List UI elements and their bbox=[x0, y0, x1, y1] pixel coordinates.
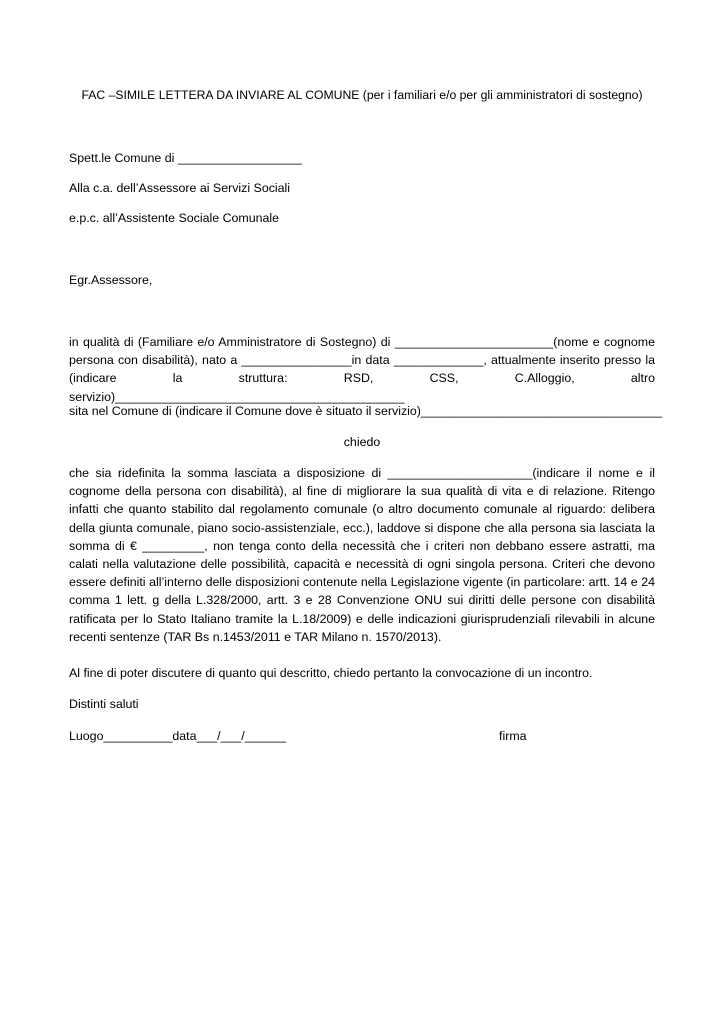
request-heading: chiedo bbox=[343, 435, 381, 449]
address-attention: Alla c.a. dell’Assessore ai Servizi Sociali bbox=[69, 181, 291, 195]
signature-label: firma bbox=[499, 729, 527, 743]
paragraph-location: sita nel Comune di (indicare il Comune dove è situato il servizio)___________________________________ bbox=[69, 404, 663, 418]
address-copy: e.p.c. all’Assistente Sociale Comunale bbox=[69, 211, 280, 225]
paragraph-identity: in qualità di (Familiare e/o Amministratore di Sostegno) di _______________________(nome e cognome persona con disabilità), nato a ________________in data _____________, attualmente inserito presso la (indicare la struttura: RSD, CSS, C.Alloggio, altro servizio)__________________________________________ bbox=[69, 335, 655, 404]
paragraph-meeting: Al fine di poter discutere di quanto qui descritto, chiedo pertanto la convocazione di un incontro. bbox=[69, 666, 593, 680]
paragraph-request-body: che sia ridefinita la somma lasciata a disposizione di _____________________(indicare il nome e il cognome della persona con disabilità), al fine di migliorare la sua qualità di vita e di relazione. Ritengo infatti che quanto stabilito dal regolamento comunale (o altro documento comunale al riguardo: delibera della giunta comunale, piano socio-assistenziale, ecc.), laddove si dispone che alla persona sia lasciata la somma di € _________, non tenga conto della necessità che i criteri non debbano essere astratti, ma calati nella valutazione delle possibilità, capacità e necessità di ogni singola persona. Criteri che devono essere definiti all’interno delle disposizioni contenute nella Legislazione vigente (in particolare: artt. 14 e 24 comma 1 lett. g della L.328/2000, artt. 3 e 28 Convenzione ONU sui diritti delle persone con disabilità ratificata per lo Stato Italiano tramite la L.18/2009) e delle indicazioni giurisprudenziali rilevabili in alcune recenti sentenze (TAR Bs n.1453/2011 e TAR Milano n. 1570/2013). bbox=[69, 466, 655, 644]
place-date-line: Luogo__________data___/___/______ bbox=[69, 729, 287, 743]
document-title: FAC –SIMILE LETTERA DA INVIARE AL COMUNE (per i familiari e/o per gli amministratori di sostegno) bbox=[81, 88, 643, 102]
salutation: Egr.Assessore, bbox=[69, 273, 153, 287]
closing: Distinti saluti bbox=[69, 697, 139, 711]
address-municipality: Spett.le Comune di __________________ bbox=[69, 151, 302, 165]
